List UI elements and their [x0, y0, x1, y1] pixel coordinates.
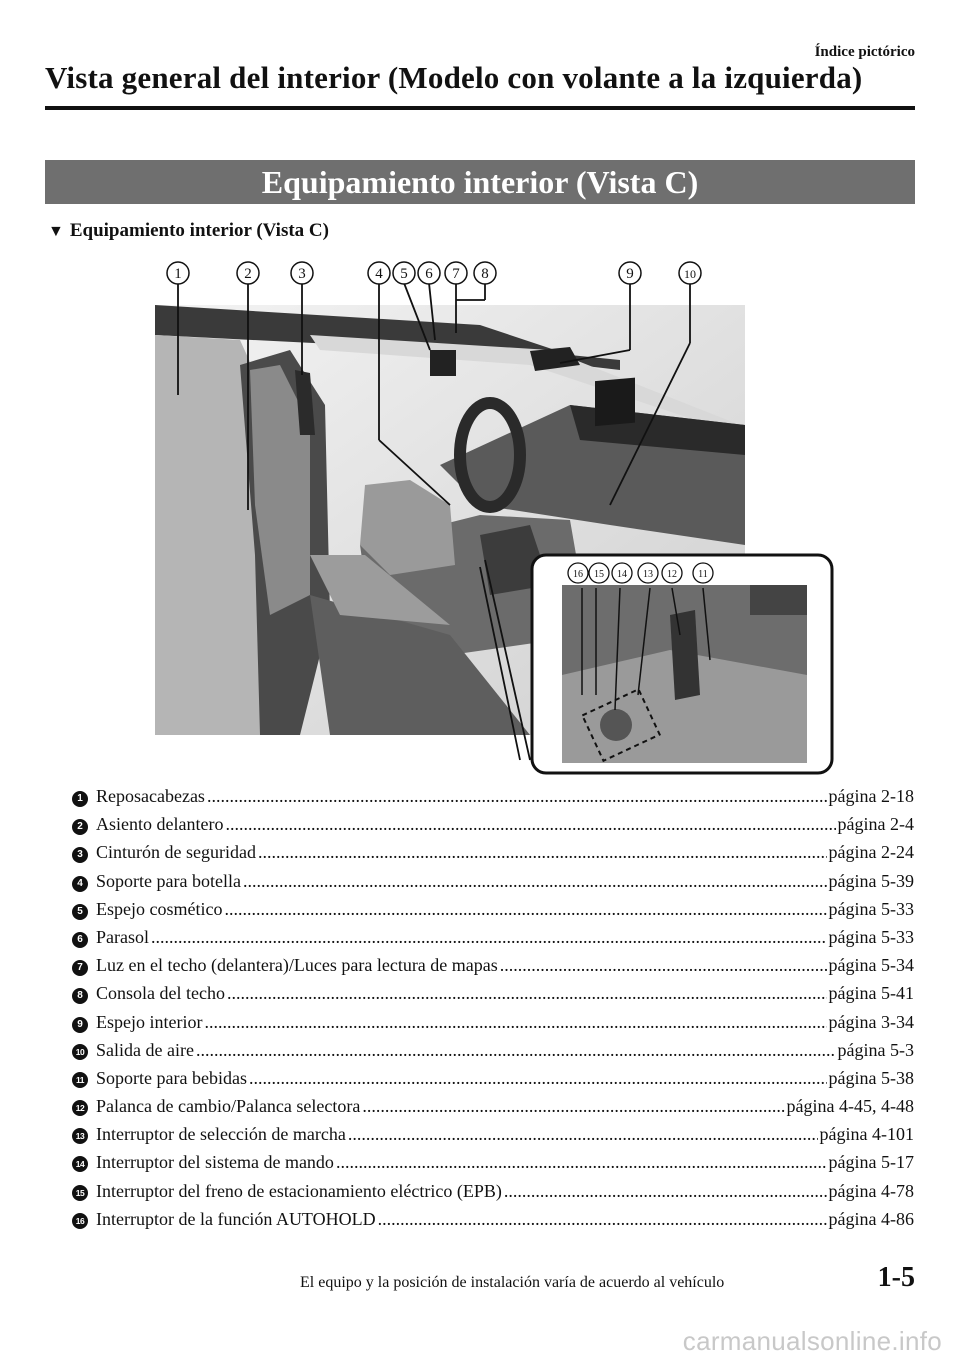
- item-label: Salida de aire: [96, 1039, 194, 1060]
- item-page-ref: página 5-33: [828, 926, 914, 947]
- svg-text:7: 7: [452, 266, 460, 282]
- list-item: [72, 1209, 914, 1237]
- list-item: [72, 1068, 914, 1096]
- leader-dots: [336, 1152, 827, 1173]
- item-number-badge: 8: [72, 988, 88, 1004]
- item-number-badge: 15: [72, 1185, 88, 1201]
- item-page-ref: página 4-86: [828, 1208, 914, 1229]
- leader-dots: [196, 1040, 836, 1061]
- item-label: Espejo cosmético: [96, 898, 223, 919]
- callout-4: [368, 262, 390, 284]
- subheading-text: Equipamiento interior (Vista C): [69, 220, 329, 241]
- list-item: [72, 1181, 914, 1209]
- leader-dots: [249, 1068, 827, 1089]
- callout-15: [589, 563, 609, 583]
- item-label: Interruptor del sistema de mando: [96, 1152, 334, 1173]
- list-item: [72, 814, 914, 842]
- leader-dots: [243, 871, 827, 892]
- leader-dots: [348, 1124, 818, 1145]
- svg-text:12: 12: [667, 569, 677, 580]
- callout-7: [445, 262, 467, 284]
- leader-dots: [504, 1181, 827, 1202]
- svg-text:16: 16: [573, 569, 583, 580]
- item-page-ref: página 2-18: [828, 786, 914, 806]
- item-page-ref: página 3-34: [828, 1011, 914, 1032]
- section-label: Índice pictórico: [814, 44, 915, 60]
- svg-text:11: 11: [698, 569, 708, 580]
- list-item: [72, 842, 914, 870]
- item-label: Interruptor de selección de marcha: [96, 1124, 346, 1145]
- item-label: Asiento delantero: [96, 814, 224, 835]
- list-item: [72, 899, 914, 927]
- item-page-ref: página 5-17: [828, 1152, 914, 1173]
- leader-dots: [224, 899, 826, 920]
- item-page-ref: página 2-4: [837, 814, 914, 835]
- item-number-badge: 14: [72, 1156, 88, 1172]
- section-banner: Equipamiento interior (Vista C): [45, 160, 915, 204]
- list-item: [72, 1152, 914, 1180]
- title-rule: [45, 106, 915, 110]
- item-number-badge: 12: [72, 1100, 88, 1116]
- subheading: [48, 220, 329, 242]
- list-item: [72, 1124, 914, 1152]
- svg-text:15: 15: [594, 569, 604, 580]
- item-label: Palanca de cambio/Palanca selectora: [96, 1096, 361, 1117]
- svg-text:14: 14: [617, 569, 627, 580]
- item-label: Consola del techo: [96, 983, 225, 1004]
- leader-dots: [378, 1209, 827, 1230]
- svg-text:2: 2: [244, 266, 252, 282]
- item-label: Parasol: [96, 926, 149, 947]
- inset-detail: [532, 555, 832, 773]
- item-page-ref: página 4-101: [819, 1124, 914, 1145]
- list-item: [72, 1096, 914, 1124]
- leader-dots: [258, 842, 827, 863]
- leader-dots: [225, 814, 835, 835]
- item-number-badge: 6: [72, 932, 88, 948]
- item-label: Cinturón de seguridad: [96, 842, 256, 863]
- list-item: [72, 983, 914, 1011]
- svg-text:9: 9: [626, 266, 634, 282]
- list-item: [72, 1012, 914, 1040]
- item-number-badge: 4: [72, 876, 88, 892]
- callout-2: [237, 262, 259, 284]
- callout-16: [568, 563, 588, 583]
- item-number-badge: 7: [72, 960, 88, 976]
- list-item: [72, 927, 914, 955]
- item-number-badge: 3: [72, 847, 88, 863]
- callout-8: [474, 262, 496, 284]
- callout-13: [638, 563, 658, 583]
- callout-11: [693, 563, 713, 583]
- footer-note: El equipo y la posición de instalación varía de acuerdo al vehículo: [300, 1274, 725, 1291]
- item-number-badge: 1: [72, 791, 88, 807]
- item-page-ref: página 5-34: [828, 955, 914, 976]
- item-label: Soporte para bebidas: [96, 1067, 247, 1088]
- list-item: [72, 786, 914, 814]
- item-page-ref: página 5-33: [828, 898, 914, 919]
- item-label: Interruptor de la función AUTOHOLD: [96, 1208, 376, 1229]
- triangle-marker-icon: ▼: [48, 223, 64, 240]
- callout-12: [662, 563, 682, 583]
- item-number-badge: 2: [72, 819, 88, 835]
- svg-text:5: 5: [400, 266, 408, 282]
- item-number-badge: 11: [72, 1072, 88, 1088]
- leader-dots: [207, 786, 827, 807]
- callout-6: [418, 262, 440, 284]
- svg-text:4: 4: [375, 266, 383, 282]
- item-number-badge: 10: [72, 1044, 88, 1060]
- legend-list: [72, 786, 914, 1237]
- leader-dots: [500, 955, 827, 976]
- svg-text:3: 3: [298, 266, 306, 282]
- svg-text:13: 13: [643, 569, 653, 580]
- list-item: [72, 871, 914, 899]
- callout-5: [393, 262, 415, 284]
- item-page-ref: página 5-3: [837, 1039, 914, 1060]
- item-number-badge: 13: [72, 1128, 88, 1144]
- item-page-ref: página 4-45, 4-48: [786, 1096, 914, 1117]
- leader-dots: [151, 927, 827, 948]
- list-item: [72, 955, 914, 983]
- svg-text:10: 10: [684, 267, 696, 281]
- svg-text:8: 8: [481, 266, 489, 282]
- leader-dots: [204, 1012, 826, 1033]
- svg-text:6: 6: [425, 266, 433, 282]
- item-number-badge: 5: [72, 904, 88, 920]
- item-page-ref: página 5-41: [828, 983, 914, 1004]
- item-label: Luz en el techo (delantera)/Luces para lectura de mapas: [96, 955, 498, 976]
- callout-3: [291, 262, 313, 284]
- list-item: [72, 1040, 914, 1068]
- leader-dots: [227, 983, 827, 1004]
- item-page-ref: página 5-39: [828, 870, 914, 891]
- callout-10: [679, 262, 701, 284]
- item-label: Espejo interior: [96, 1011, 203, 1032]
- page-number: 1-5: [877, 1262, 915, 1293]
- svg-text:1: 1: [174, 266, 182, 282]
- callout-14: [612, 563, 632, 583]
- item-label: Reposacabezas: [96, 786, 205, 806]
- leader-dots: [362, 1096, 784, 1117]
- interior-illustration: [150, 255, 840, 775]
- callout-9: [619, 262, 641, 284]
- item-number-badge: 9: [72, 1017, 88, 1033]
- item-page-ref: página 4-78: [828, 1180, 914, 1201]
- item-number-badge: 16: [72, 1213, 88, 1229]
- item-label: Interruptor del freno de estacionamiento eléctrico (EPB): [96, 1180, 502, 1201]
- item-page-ref: página 2-24: [828, 842, 914, 863]
- page-title: Vista general del interior (Modelo con volante a la izquierda): [45, 60, 863, 95]
- callout-1: [167, 262, 189, 284]
- item-label: Soporte para botella: [96, 870, 241, 891]
- callouts-top: [167, 262, 701, 284]
- watermark: carmanualsonline.info: [682, 1326, 942, 1356]
- item-page-ref: página 5-38: [828, 1067, 914, 1088]
